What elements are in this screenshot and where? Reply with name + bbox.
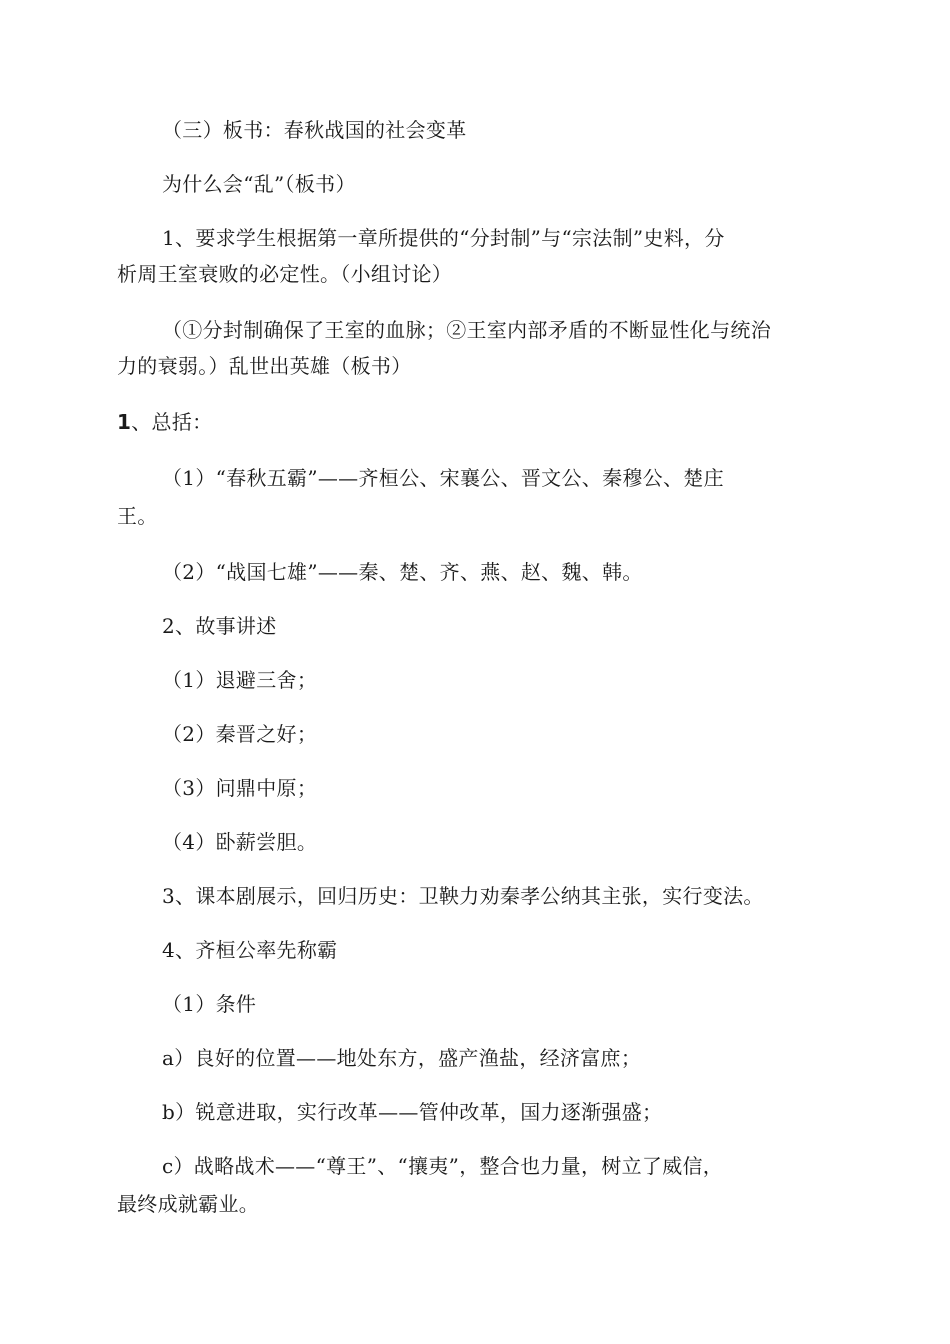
list-item: （2）“战国七雄”——秦、楚、齐、燕、赵、魏、韩。: [162, 560, 643, 584]
paragraph-line: 力的衰弱。）乱世出英雄（板书）: [117, 354, 412, 378]
summary-heading-text: 、总括：: [131, 410, 213, 434]
list-heading: 2、故事讲述: [162, 614, 277, 638]
paragraph-line: 为什么会“乱”（板书）: [162, 172, 356, 196]
list-heading: 4、齐桓公率先称霸: [162, 938, 338, 962]
list-item: （4）卧薪尝胆。: [162, 830, 318, 854]
list-item: （1）条件: [162, 992, 257, 1016]
list-item: b）锐意进取，实行改革——管仲改革，国力逐渐强盛；: [162, 1100, 663, 1124]
list-item: （1）退避三舍；: [162, 668, 318, 692]
list-item: （3）问鼎中原；: [162, 776, 318, 800]
list-item: （1）“春秋五霸”——齐桓公、宋襄公、晋文公、秦穆公、楚庄: [162, 466, 724, 490]
summary-heading: [117, 410, 212, 434]
section-heading: （三）板书：春秋战国的社会变革: [162, 118, 467, 142]
paragraph-line: 析周王室衰败的必定性。（小组讨论）: [117, 262, 453, 286]
summary-number: 1: [117, 410, 132, 434]
list-item: 王。: [117, 504, 158, 528]
paragraph-line: 1、要求学生根据第一章所提供的“分封制”与“宗法制”史料，分: [162, 226, 725, 250]
list-item: a）良好的位置——地处东方，盛产渔盐，经济富庶；: [162, 1046, 642, 1070]
paragraph-line: 3、课本剧展示，回归历史：卫鞅力劝秦孝公纳其主张，实行变法。: [162, 884, 764, 908]
list-item: c）战略战术——“尊王”、“攘夷”，整合也力量，树立了威信，: [162, 1154, 724, 1178]
paragraph-line: （①分封制确保了王室的血脉；②王室内部矛盾的不断显性化与统治: [162, 318, 771, 342]
list-item: （2）秦晋之好；: [162, 722, 318, 746]
list-item: 最终成就霸业。: [117, 1192, 260, 1216]
